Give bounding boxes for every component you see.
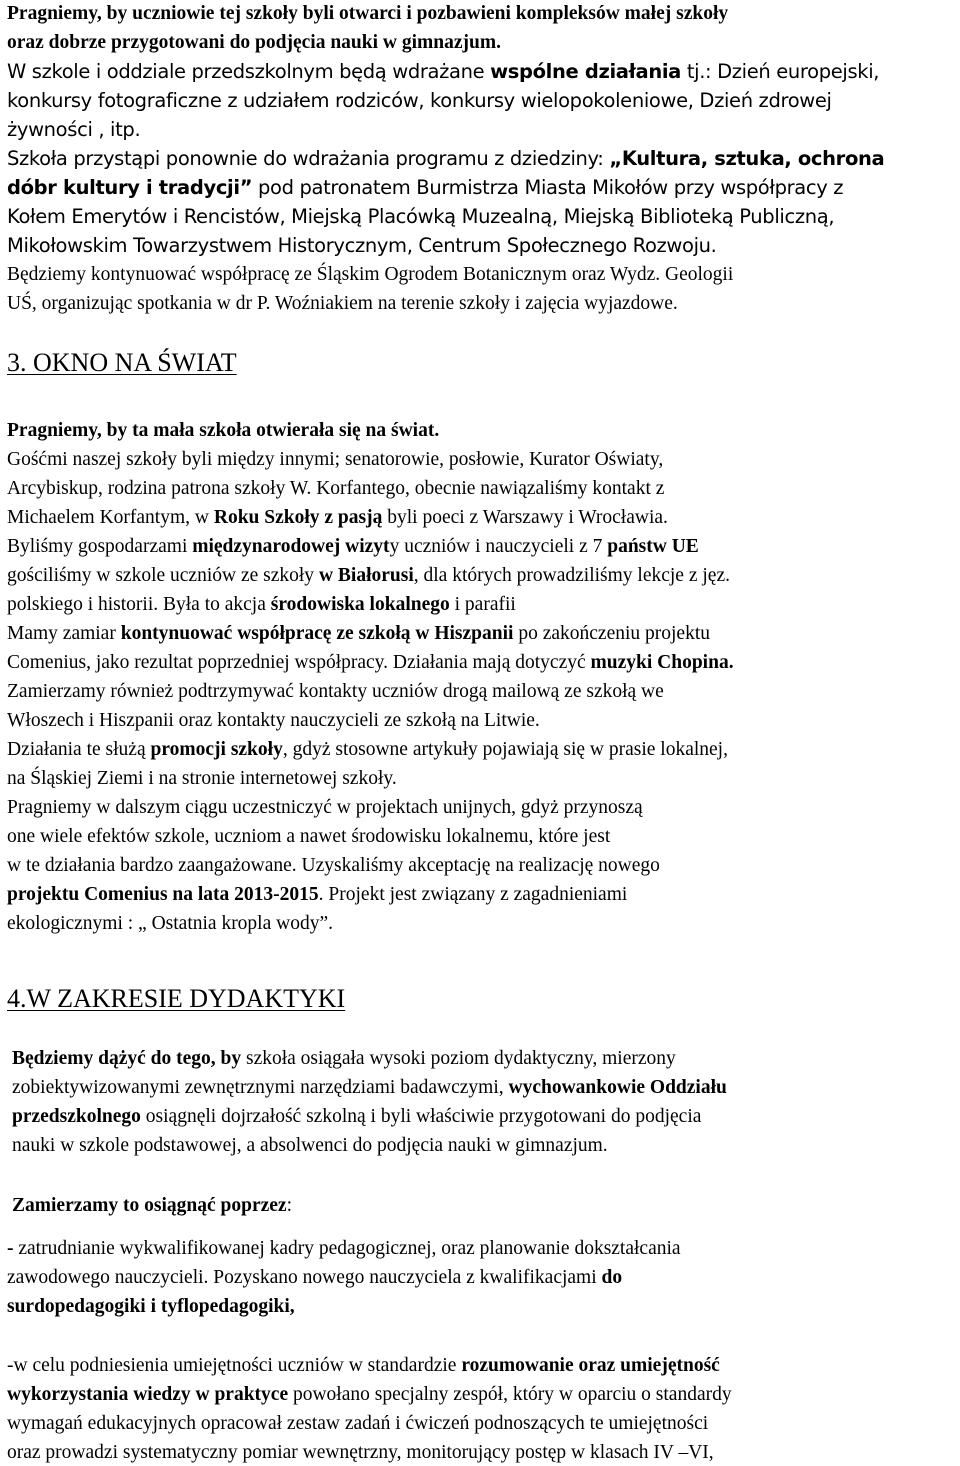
emphasis: muzyki Chopina. <box>590 652 734 673</box>
intro-line-1 <box>7 2 728 26</box>
s4-line-10: wykorzystania wiedzy w praktyce powołano specjalny zespół, który w oparciu o standardy <box>7 1384 732 1405</box>
intro-bold-text: Pragniemy, by uczniowie tej szkoły byli otwarci i pozbawieni kompleksów małej szkoły <box>7 3 729 24</box>
intro-line-4: konkursy fotograficzne z udziałem rodziców, konkursy wielopokoleniowe, Dzień zdrowej <box>7 89 832 112</box>
intro-line-8: Kołem Emerytów i Rencistów, Miejską Placówką Muzealną, Miejską Biblioteką Publiczną, <box>7 205 835 228</box>
emphasis: do <box>601 1267 623 1288</box>
s3-line-14: Pragniemy w dalszym ciągu uczestniczyć w projektach unijnych, gdyż przynoszą <box>7 797 643 818</box>
s4-line-6: - zatrudnianie wykwalifikowanej kadry pedagogicznej, oraz planowanie dokształcania <box>7 1238 681 1259</box>
s3-line-2: Gośćmi naszej szkoły byli między innymi; senatorowie, posłowie, Kurator Oświaty, <box>7 449 664 470</box>
emphasis: przedszkolnego <box>12 1106 141 1127</box>
emphasis: Będziemy dążyć do tego, by <box>12 1048 242 1069</box>
intro-line-11: UŚ, organizując spotkania w dr P. Woźniakiem na terenie szkoły i zajęcia wyjazdowe. <box>7 293 678 314</box>
s3-line-8: Mamy zamiar kontynuować współpracę ze szkołą w Hiszpanii po zakończeniu projektu <box>7 623 711 644</box>
emphasis: Pragniemy, by ta mała szkoła otwierała się na świat. <box>7 420 440 441</box>
s3-line-18: ekologicznymi : „ Ostatnia kropla wody”. <box>7 913 333 934</box>
emphasis: wychowankowie Oddziału <box>508 1077 727 1098</box>
section-heading-dydaktyka: 4.W ZAKRESIE DYDAKTYKI <box>7 984 346 1013</box>
s3-line-3: Arcybiskup, rodzina patrona szkoły W. Korfantego, obecnie nawiązaliśmy kontakt z <box>7 478 665 499</box>
intro-line-2 <box>7 31 501 55</box>
s3-line-4: Michaelem Korfantym, w Roku Szkoły z pasją byli poeci z Warszawy i Wrocławia. <box>7 507 668 528</box>
intro-line-10: Będziemy kontynuować współpracę ze Śląskim Ogrodem Botanicznym oraz Wydz. Geologii <box>7 264 734 285</box>
emphasis: wspólne działania <box>490 60 681 83</box>
emphasis: „Kultura, sztuka, ochrona <box>609 147 885 170</box>
emphasis: Zamierzamy to osiągnąć poprzez <box>12 1195 287 1216</box>
emphasis: państw UE <box>607 536 699 557</box>
intro-line-7: dóbr kultury i tradycji” pod patronatem Burmistrza Miasta Mikołów przy współpracy z <box>7 176 844 199</box>
emphasis: kontynuować współpracę ze szkołą w Hiszpanii <box>120 623 514 644</box>
emphasis: dóbr kultury i tradycji” <box>7 176 253 199</box>
s3-line-9: Comenius, jako rezultat poprzedniej współpracy. Działania mają dotyczyć muzyki Chopina. <box>7 652 734 673</box>
s4-line-2: zobiektywizowanymi zewnętrznymi narzędziami badawczymi, wychowankowie Oddziału <box>12 1077 727 1098</box>
bullet-dash: - <box>7 1238 14 1259</box>
s3-line-12: Działania te służą promocji szkoły, gdyż stosowne artykuły pojawiają się w prasie lokalnej, <box>7 739 728 760</box>
s3-line-1 <box>7 419 439 443</box>
s3-line-15: one wiele efektów szkole, uczniom a nawet środowisku lokalnemu, które jest <box>7 826 611 847</box>
intro-line-3: W szkole i oddziale przedszkolnym będą wdrażane wspólne działania tj.: Dzień europejski, <box>7 60 880 83</box>
emphasis: rozumowanie oraz umiejętność <box>461 1355 720 1376</box>
s4-line-5: Zamierzamy to osiągnąć poprzez: <box>12 1195 292 1216</box>
s3-line-17: projektu Comenius na lata 2013-2015. Projekt jest związany z zagadnieniami <box>7 884 628 905</box>
s3-line-10: Zamierzamy również podtrzymywać kontakty uczniów drogą mailową ze szkołą we <box>7 681 664 702</box>
s4-line-4: nauki w szkole podstawowej, a absolwenci do podjęcia nauki w gimnazjum. <box>12 1135 608 1156</box>
s4-line-8 <box>7 1295 295 1319</box>
s3-line-16: w te działania bardzo zaangażowane. Uzyskaliśmy akceptację na realizację nowego <box>7 855 660 876</box>
s3-line-5: Byliśmy gospodarzami międzynarodowej wizyty uczniów i nauczycieli z 7 państw UE <box>7 536 699 557</box>
emphasis: Roku Szkoły z pasją <box>213 507 383 528</box>
emphasis: w Białorusi <box>318 565 414 586</box>
s3-line-13: na Śląskiej Ziemi i na stronie internetowej szkoły. <box>7 768 397 789</box>
emphasis: wykorzystania wiedzy w praktyce <box>7 1384 289 1405</box>
emphasis: projektu Comenius na lata 2013-2015 <box>7 884 319 905</box>
s4-line-9: -w celu podniesienia umiejętności uczniów w standardzie rozumowanie oraz umiejętność <box>7 1355 720 1376</box>
s3-line-6: gościliśmy w szkole uczniów ze szkoły w Białorusi, dla których prowadziliśmy lekcje z jęz. <box>7 565 730 586</box>
s4-line-12: oraz prowadzi systematyczny pomiar wewnętrzny, monitorujący postęp w klasach IV –VI, <box>7 1442 714 1463</box>
intro-line-6: Szkoła przystąpi ponownie do wdrażania programu z dziedziny: „Kultura, sztuka, ochrona <box>7 147 885 170</box>
intro-line-5: żywności , itp. <box>7 118 141 141</box>
s4-line-11: wymagań edukacyjnych opracował zestaw zadań i ćwiczeń podnoszących te umiejętności <box>7 1413 709 1434</box>
s4-line-7: zawodowego nauczycieli. Pozyskano nowego nauczyciela z kwalifikacjami do <box>7 1267 623 1288</box>
intro-line-9: Mikołowskim Towarzystwem Historycznym, Centrum Społecznego Rozwoju. <box>7 234 717 257</box>
intro-bold-text: oraz dobrze przygotowani do podjęcia nauki w gimnazjum. <box>7 32 501 53</box>
section-heading-okno-na-swiat: 3. OKNO NA ŚWIAT <box>7 348 237 377</box>
s4-line-1: Będziemy dążyć do tego, by szkoła osiągała wysoki poziom dydaktyczny, mierzony <box>12 1048 676 1069</box>
s3-line-7: polskiego i historii. Była to akcja środowiska lokalnego i parafii <box>7 594 516 615</box>
emphasis: międzynarodowej wizyt <box>192 536 390 557</box>
emphasis: środowiska lokalnego <box>270 594 450 615</box>
emphasis: promocji szkoły <box>150 739 283 760</box>
emphasis: surdopedagogiki i tyflopedagogiki, <box>7 1296 295 1317</box>
s4-line-3: przedszkolnego osiągnęli dojrzałość szkolną i byli właściwie przygotowani do podjęcia <box>12 1106 702 1127</box>
s3-line-11: Włoszech i Hiszpanii oraz kontakty nauczycieli ze szkołą na Litwie. <box>7 710 540 731</box>
